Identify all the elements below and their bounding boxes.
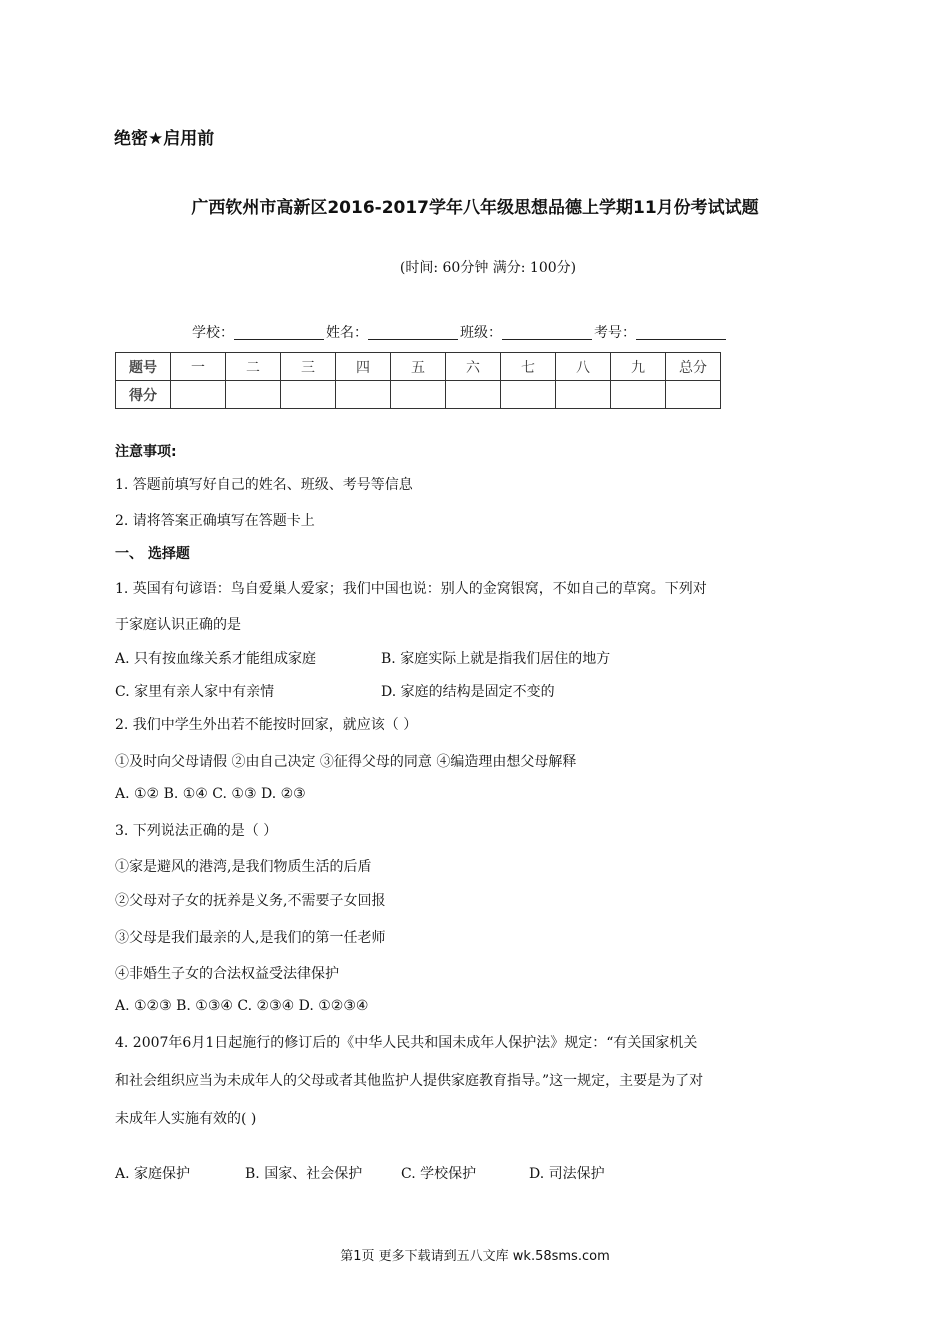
question-4-line: 4. 2007年6月1日起施行的修订后的《中华人民共和国未成年人保护法》规定：“有关国家机关 bbox=[115, 1035, 698, 1051]
question-1-options-row bbox=[115, 648, 610, 668]
option-d: D. 司法保护 bbox=[529, 1166, 605, 1182]
score-column-header: 八 bbox=[556, 353, 611, 381]
option-b: B. 国家、社会保护 bbox=[245, 1166, 363, 1182]
school-blank bbox=[234, 325, 324, 340]
score-cell bbox=[281, 381, 336, 409]
option-c: C. 家里有亲人家中有亲情 bbox=[115, 684, 275, 700]
option-a: A. 家庭保护 bbox=[115, 1166, 191, 1182]
question-3-item: ③父母是我们最亲的人,是我们的第一任老师 bbox=[115, 930, 386, 946]
score-cell bbox=[226, 381, 281, 409]
score-column-header: 九 bbox=[611, 353, 666, 381]
score-column-header: 七 bbox=[501, 353, 556, 381]
score-cell bbox=[171, 381, 226, 409]
option-a: A. 只有按血缘关系才能组成家庭 bbox=[115, 651, 317, 667]
score-column-header: 一 bbox=[171, 353, 226, 381]
confidential-label: 绝密★启用前 bbox=[114, 129, 215, 149]
score-column-header: 五 bbox=[391, 353, 446, 381]
question-3-stem: 3. 下列说法正确的是（ ） bbox=[115, 823, 278, 839]
option-c: C. 学校保护 bbox=[401, 1166, 477, 1182]
name-blank bbox=[368, 325, 458, 340]
score-cell bbox=[446, 381, 501, 409]
question-number-label: 题号 bbox=[116, 353, 171, 381]
exam-title: 广西钦州市高新区2016-2017学年八年级思想品德上学期11月份考试试题 bbox=[191, 198, 759, 218]
question-3-item: ①家是避风的港湾,是我们物质生活的后盾 bbox=[115, 859, 372, 875]
question-3-options: A. ①②③ B. ①③④ C. ②③④ D. ①②③④ bbox=[115, 998, 369, 1014]
question-2-stem: 2. 我们中学生外出若不能按时回家，就应该（ ） bbox=[115, 717, 418, 733]
school-label: 学校： bbox=[192, 325, 234, 341]
exam-no-blank bbox=[636, 325, 726, 340]
page-footer: 第1页 更多下载请到五八文库 wk.58sms.com bbox=[340, 1249, 610, 1264]
score-cell bbox=[336, 381, 391, 409]
question-3-item: ④非婚生子女的合法权益受法律保护 bbox=[115, 966, 339, 982]
question-1-line: 1. 英国有句谚语：鸟自爱巢人爱家；我们中国也说：别人的金窝银窝，不如自己的草窝。下列对 bbox=[115, 581, 707, 597]
score-cell bbox=[666, 381, 721, 409]
class-blank bbox=[502, 325, 592, 340]
question-2-items: ①及时向父母请假 ②由自己决定 ③征得父母的同意 ④编造理由想父母解释 bbox=[115, 754, 577, 770]
notice-item: 2. 请将答案正确填写在答题卡上 bbox=[115, 513, 315, 529]
score-column-header: 总分 bbox=[666, 353, 721, 381]
notice-item: 1. 答题前填写好自己的姓名、班级、考号等信息 bbox=[115, 477, 413, 493]
notice-title: 注意事项: bbox=[115, 444, 177, 460]
score-column-header: 三 bbox=[281, 353, 336, 381]
score-label: 得分 bbox=[116, 381, 171, 409]
score-cell bbox=[391, 381, 446, 409]
question-4-line: 和社会组织应当为未成年人的父母或者其他监护人提供家庭教育指导。”这一规定，主要是为了对 bbox=[115, 1073, 704, 1089]
option-d: D. 家庭的结构是固定不变的 bbox=[381, 684, 555, 700]
score-cell bbox=[501, 381, 556, 409]
name-label: 姓名： bbox=[326, 325, 368, 341]
option-b: B. 家庭实际上就是指我们居住的地方 bbox=[381, 651, 611, 667]
student-info-fields bbox=[192, 322, 728, 342]
time-info: (时间: 60分钟 满分: 100分) bbox=[399, 260, 577, 276]
question-1-line: 于家庭认识正确的是 bbox=[115, 617, 241, 633]
score-table-score-row bbox=[116, 381, 721, 409]
question-4-line: 未成年人实施有效的( ) bbox=[115, 1111, 257, 1127]
score-column-header: 二 bbox=[226, 353, 281, 381]
score-column-header: 六 bbox=[446, 353, 501, 381]
score-column-header: 四 bbox=[336, 353, 391, 381]
question-3-item: ②父母对子女的抚养是义务,不需要子女回报 bbox=[115, 893, 386, 909]
question-4-options-row bbox=[115, 1163, 605, 1183]
section-title: 一、 选择题 bbox=[115, 546, 190, 562]
class-label: 班级： bbox=[460, 325, 502, 341]
score-table-header-row bbox=[116, 353, 721, 381]
exam-no-label: 考号： bbox=[594, 325, 636, 341]
score-cell bbox=[611, 381, 666, 409]
question-1-options-row bbox=[115, 681, 555, 701]
score-table bbox=[115, 352, 721, 409]
score-cell bbox=[556, 381, 611, 409]
question-2-options: A. ①② B. ①④ C. ①③ D. ②③ bbox=[115, 786, 306, 802]
